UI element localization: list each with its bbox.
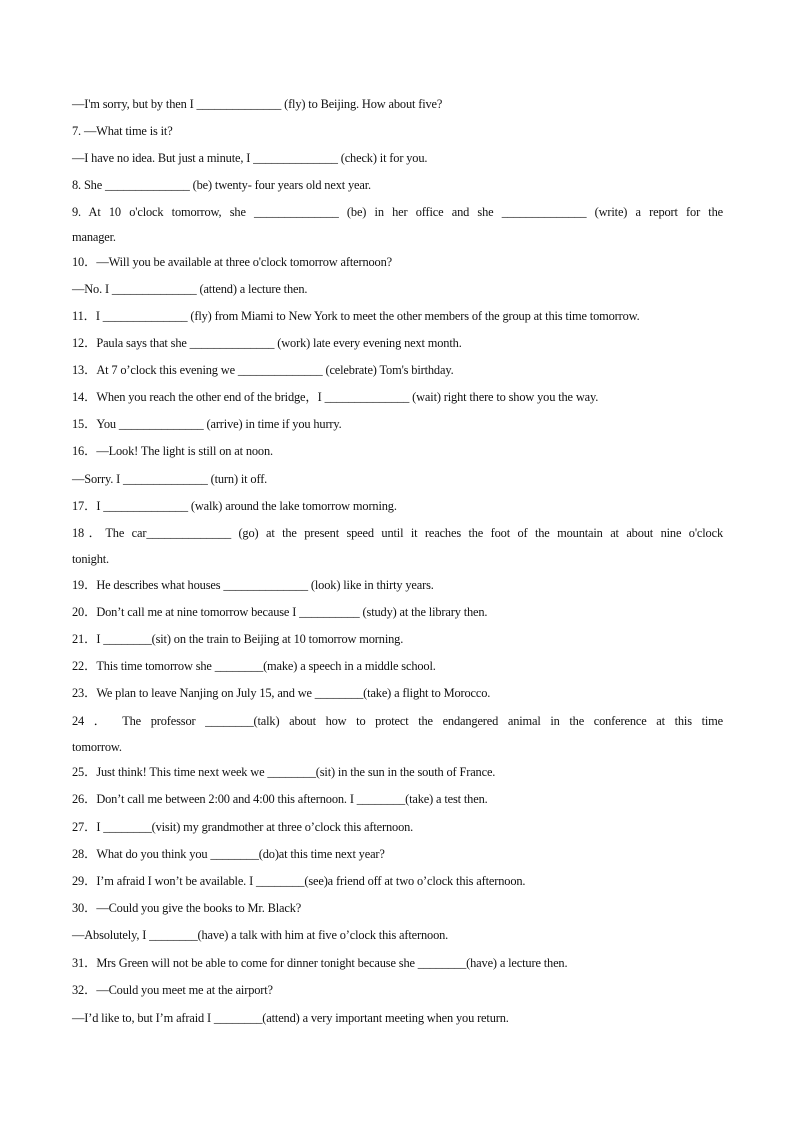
question-12: 12．Paula says that she ______________ (work) late every evening next month.	[72, 336, 462, 350]
question-18-cont: tonight.	[72, 552, 110, 566]
answer-line-32: —I’d like to, but I’m afraid I ________(attend) a very important meeting when you return.	[72, 1011, 509, 1025]
question-14: 14．When you reach the other end of the bridge，I ______________ (wait) right there to show you the way.	[72, 390, 599, 404]
question-10: 10．—Will you be available at three o'clock tomorrow afternoon?	[72, 255, 392, 269]
question-8: 8. She ______________ (be) twenty- four years old next year.	[72, 178, 371, 192]
question-19: 19．He describes what houses ______________ (look) like in thirty years.	[72, 578, 434, 592]
question-21: 21．I ________(sit) on the train to Beijing at 10 tomorrow morning.	[72, 632, 404, 646]
question-31: 31．Mrs Green will not be able to come for dinner tonight because she ________(have) a lecture then.	[72, 956, 568, 970]
question-16: 16．—Look! The light is still on at noon.	[72, 444, 273, 458]
answer-line-6: —I'm sorry, but by then I ______________ (fly) to Beijing. How about five?	[72, 97, 443, 111]
question-25: 25．Just think! This time next week we ________(sit) in the sun in the south of France.	[72, 765, 496, 779]
question-23: 23．We plan to leave Nanjing on July 15, and we ________(take) a flight to Morocco.	[72, 686, 491, 700]
question-18: 18．The car______________ (go) at the present speed until it reaches the foot of the mountain at about nine o'clock	[72, 526, 723, 540]
question-17: 17．I ______________ (walk) around the lake tomorrow morning.	[72, 499, 397, 513]
question-20: 20．Don’t call me at nine tomorrow because I __________ (study) at the library then.	[72, 605, 488, 619]
question-24-cont: tomorrow.	[72, 740, 122, 754]
question-15: 15．You ______________ (arrive) in time if you hurry.	[72, 417, 342, 431]
question-11: 11．I ______________ (fly) from Miami to New York to meet the other members of the group at this time tomorrow.	[72, 309, 640, 323]
answer-line-16: —Sorry. I ______________ (turn) it off.	[72, 472, 268, 486]
question-9-cont: manager.	[72, 230, 116, 244]
answer-line-30: —Absolutely, I ________(have) a talk with him at five o’clock this afternoon.	[72, 928, 449, 942]
answer-line-10: —No. I ______________ (attend) a lecture then.	[72, 282, 308, 296]
question-26: 26．Don’t call me between 2:00 and 4:00 this afternoon. I ________(take) a test then.	[72, 792, 488, 806]
question-28: 28．What do you think you ________(do)at this time next year?	[72, 847, 385, 861]
question-13: 13．At 7 o’clock this evening we ______________ (celebrate) Tom's birthday.	[72, 363, 454, 377]
question-30: 30．—Could you give the books to Mr. Black?	[72, 901, 302, 915]
question-9: 9. At 10 o'clock tomorrow, she ______________ (be) in her office and she ______________ (write) a report for the	[72, 205, 723, 219]
question-32: 32．—Could you meet me at the airport?	[72, 983, 273, 997]
question-22: 22．This time tomorrow she ________(make) a speech in a middle school.	[72, 659, 436, 673]
question-24: 24 ． The professor ________(talk) about how to protect the endangered animal in the conference at this time	[72, 714, 723, 728]
question-29: 29．I’m afraid I won’t be available. I ________(see)a friend off at two o’clock this afternoon.	[72, 874, 526, 888]
question-7: 7. —What time is it?	[72, 124, 173, 138]
question-27: 27．I ________(visit) my grandmother at three o’clock this afternoon.	[72, 820, 414, 834]
answer-line-7: —I have no idea. But just a minute, I ______________ (check) it for you.	[72, 151, 428, 165]
